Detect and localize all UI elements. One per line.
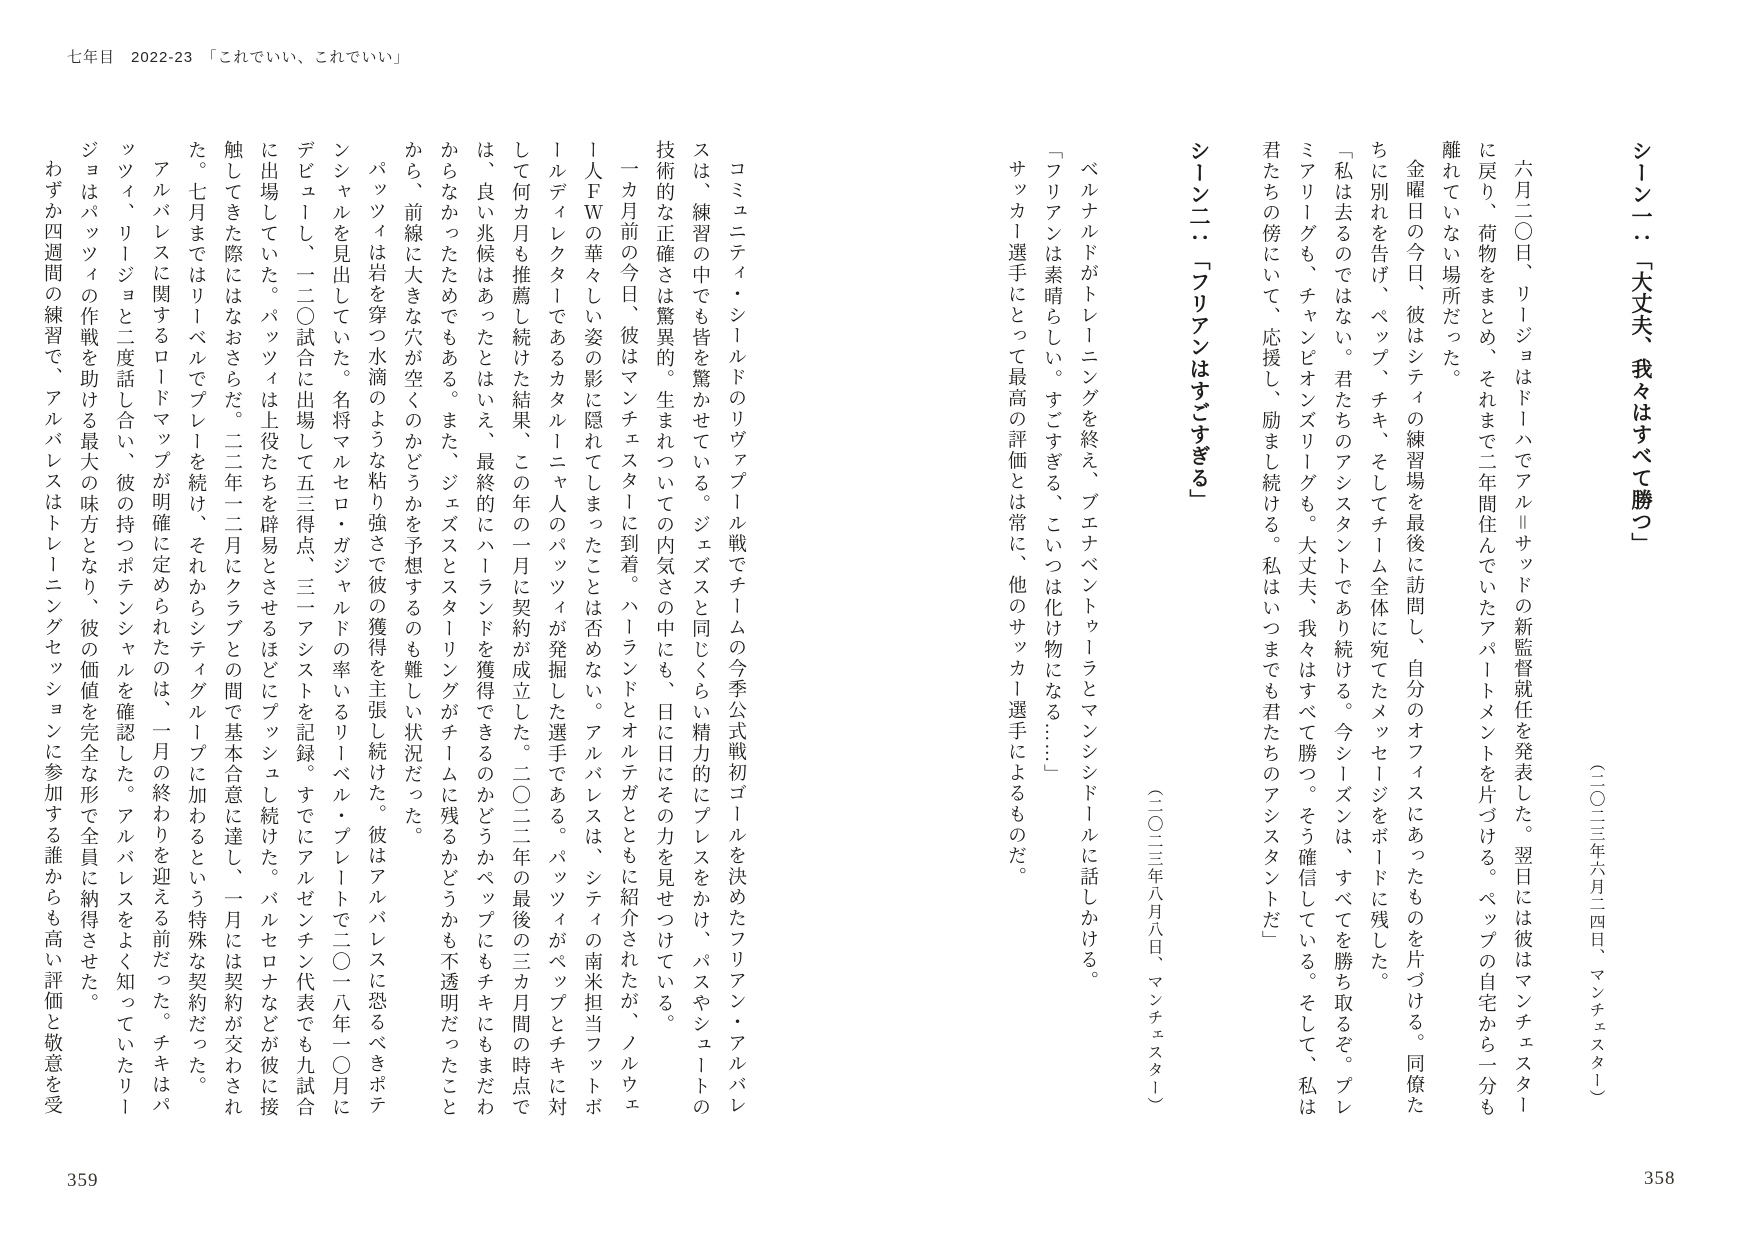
page-number-left: 359 bbox=[67, 1170, 99, 1191]
paragraph: 一カ月前の今日、彼はマンチェスターに到着。ハーランドとオルテガとともに紹介されたが、ノルウェー人ＦＷの華々しい姿の影に隠れてしまったことは否めない。アルバレスは、シティの南米担当フットボールディレクターであるカタルーニャ人のパッツィが発掘した選手である。パッツィがペップとチキに対して何カ月も推薦し続けた結果、この年の一月に契約が成立した。二〇二二年の最後の三カ月間の時点では、良い兆候はあったとはいえ、最終的にハーランドを獲得できるのかどうかペップにもチキにもまだわからなかったためでもある。また、ジェズスとスターリングがチームに残るかどうかも不透明だったことから、前線に大きな穴が空くのかどうかを予想するのも難しい状況だった。 bbox=[401, 140, 638, 1118]
paragraph: 「私は去るのではない。君たちのアシスタントであり続ける。今シーズンは、すべてを勝ち取るぞ。プレミアリーグも、チャンピオンズリーグも。大丈夫、我々はすべて勝つ。そう確信している。そして、私は君たちの傍にいて、応援し、励まし続ける。私はいつまでも君たちのアシスタントだ」 bbox=[1259, 140, 1352, 1118]
scene-1-dateline: （二〇二三年六月二四日、マンチェスター） bbox=[1587, 755, 1604, 1107]
paragraph: 金曜日の今日、彼はシティの練習場を最後に訪問し、自分のオフィスにあったものを片づける。同僚たちに別れを告げ、ペップ、チキ、そしてチーム全体に宛てたメッセージをボードに残した。 bbox=[1367, 140, 1424, 1116]
paragraph: パッツィは岩を穿つ水滴のような粘り強さで彼の獲得を主張し続けた。彼はアルバレスに恐るべきポテンシャルを見出していた。名将マルセロ・ガジャルドの率いるリーベル・プレートで二〇一八年一〇月にデビューし、一二〇試合に出場して五三得点、三一アシストを記録。すでにアルゼンチン代表でも九試合に出場していた。パッツィは上役たちを辟易とさせるほどにプッシュし続けた。バルセロナなどが彼に接触してきた際にはなおさらだ。二二年一二月にクラブとの間で基本合意に達し、一月には契約が交わされた。七月まではリーベルでプレーを続け、それからシティグループに加わるという特殊な契約だった。 bbox=[185, 140, 386, 1118]
page-number-right: 358 bbox=[1644, 1168, 1676, 1189]
page-right bbox=[997, 140, 1665, 1125]
paragraph: サッカー選手にとって最高の評価とは常に、他のサッカー選手によるものだ。 bbox=[1005, 159, 1026, 887]
running-header: 七年目 2022-23 「これでいい、これでいい」 bbox=[67, 49, 410, 66]
paragraph: コミュニティ・シールドのリヴァプール戦でチームの今季公式戦初ゴールを決めたフリアン・アルバレスは、練習の中でも皆を驚かせている。ジェズスと同じくらい精力的にプレスをかけ、パスやシュートの技術的な正確さは驚異的。生まれついての内気さの中にも、日に日にその力を見せつけている。 bbox=[653, 140, 746, 1118]
page-left bbox=[33, 140, 753, 1125]
paragraph: わずか四週間の練習で、アルバレスはトレーニングセッションに参加する誰からも高い評価と敬意を受 bbox=[41, 159, 62, 1116]
scene-1-title: シーン一：「大丈夫、我々はすべて勝つ」 bbox=[1629, 140, 1653, 555]
scene-1-section bbox=[1251, 140, 1665, 1125]
scene-1-body bbox=[1251, 140, 1539, 1125]
scene-2-body bbox=[997, 140, 1105, 1125]
left-page-body bbox=[33, 140, 753, 1125]
scene-2-title: シーン二：「フリアンはすごすぎる」 bbox=[1187, 140, 1211, 511]
scene-2-dateline: （二〇二三年八月八日、マンチェスター） bbox=[1145, 780, 1162, 1115]
paragraph: 六月二〇日、リージョはドーハでアル＝サッドの新監督就任を発表した。翌日には彼はマンチェスターに戻り、荷物をまとめ、それまで二年間住んでいたアパートメントを片づける。ペップの自宅から一分も離れていない場所だった。 bbox=[1439, 140, 1532, 1118]
paragraph: ベルナルドがトレーニングを終え、ブエナベントゥーラとマンシシドールに話しかける。 bbox=[1077, 159, 1098, 991]
paragraph: アルバレスに関するロードマップが明確に定められたのは、一月の終わりを迎える前だった。チキはパッツィ、リージョと二度話し合い、彼の持つポテンシャルを確認した。アルバレスをよく知っていたリージョはパッツィの作戦を助ける最大の味方となり、彼の価値を完全な形で全員に納得させた。 bbox=[77, 140, 170, 1118]
scene-2-section bbox=[997, 140, 1223, 1125]
paragraph: 「フリアンは素晴らしい。すごすぎる、こいつは化け物になる……」 bbox=[1041, 140, 1062, 785]
